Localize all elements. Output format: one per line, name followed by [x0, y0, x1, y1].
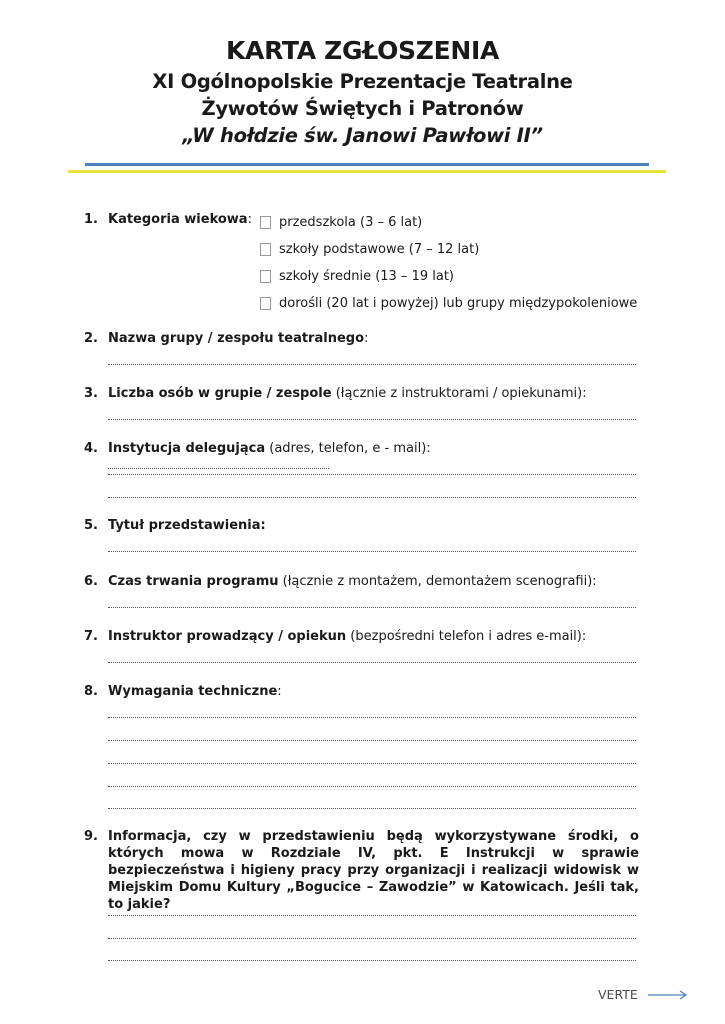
item-label: Instytucja delegująca [108, 441, 266, 456]
item-suffix: (łącznie z instruktorami / opiekunami): [331, 386, 587, 401]
item-number: 3. [84, 386, 98, 401]
option-primary-school[interactable] [260, 236, 637, 263]
event-name-line2: Żywotów Świętych i Patronów [201, 97, 524, 120]
answer-line[interactable] [108, 938, 636, 939]
item-label: Nazwa grupy / zespołu teatralnego [108, 331, 365, 346]
verte-note [598, 987, 688, 1002]
answer-line[interactable] [108, 551, 636, 552]
item-number: 9. [84, 829, 98, 844]
item-number: 6. [84, 574, 98, 589]
answer-line[interactable] [108, 915, 636, 916]
item-suffix: : [247, 212, 252, 227]
item-number: 4. [84, 441, 98, 456]
answer-line[interactable] [108, 607, 636, 608]
item-label: Czas trwania programu [108, 574, 279, 589]
item-group-name [84, 330, 639, 347]
checkbox-icon[interactable] [260, 243, 271, 256]
option-label: przedszkola (3 – 6 lat) [279, 215, 423, 230]
option-label: dorośli (20 lat i powyżej) lub grupy międzypokoleniowe [279, 296, 638, 311]
option-adults[interactable] [260, 290, 637, 317]
answer-line[interactable] [108, 497, 636, 498]
answer-line[interactable] [108, 364, 636, 365]
item-suffix: (bezpośredni telefon i adres e-mail): [346, 629, 587, 644]
answer-line[interactable] [108, 808, 636, 809]
checkbox-icon[interactable] [260, 216, 271, 229]
option-preschool[interactable] [260, 209, 637, 236]
item-label: Informacja, czy w przedstawieniu będą wykorzystywane środki, o których mowa w Rozdziale IV, pkt. E Instrukcji w sprawie bezpieczeństwa i higieny pracy przy organizacji i realizacji widowisk w Miejskim Domu Kultury „Bogucice – Zawodzie” w Katowicach. Jeśli tak, to jakie? [108, 829, 639, 912]
item-instructor [84, 628, 639, 645]
item-delegating-institution [84, 440, 639, 474]
item-suffix: (łącznie z montażem, demontażem scenografii): [278, 574, 597, 589]
option-high-school[interactable] [260, 263, 637, 290]
age-category-options [260, 209, 637, 317]
item-label: Kategoria wiekowa [108, 212, 248, 227]
item-number: 5. [84, 518, 98, 533]
checkbox-icon[interactable] [260, 297, 271, 310]
answer-line[interactable] [108, 960, 636, 961]
form-header [0, 34, 725, 149]
item-program-duration [84, 573, 639, 590]
item-number: 2. [84, 331, 98, 346]
header-rule-yellow [68, 170, 666, 173]
answer-line[interactable] [108, 474, 636, 475]
item-number: 1. [84, 212, 98, 227]
answer-line[interactable] [108, 763, 636, 764]
answer-line[interactable] [108, 786, 636, 787]
page-title: KARTA ZGŁOSZENIA [225, 36, 500, 65]
checkbox-icon[interactable] [260, 270, 271, 283]
item-performance-title [84, 517, 639, 534]
item-group-size [84, 385, 639, 402]
item-number: 8. [84, 684, 98, 699]
option-label: szkoły podstawowe (7 – 12 lat) [279, 242, 480, 257]
header-rule-blue [85, 163, 649, 166]
answer-line[interactable] [108, 419, 636, 420]
item-suffix: : [277, 684, 282, 699]
item-suffix: (adres, telefon, e - mail): [265, 441, 431, 456]
verte-label: VERTE [598, 987, 638, 1002]
answer-line[interactable] [108, 717, 636, 718]
event-name-line3: „W hołdzie św. Janowi Pawłowi II” [182, 124, 543, 147]
answer-line[interactable] [108, 662, 636, 663]
item-label: Wymagania techniczne [108, 684, 278, 699]
event-name-line1: XI Ogólnopolskie Prezentacje Teatralne [152, 70, 573, 93]
item-label: Instruktor prowadzący / opiekun [108, 629, 347, 644]
item-number: 7. [84, 629, 98, 644]
long-right-arrow-icon [648, 990, 688, 1000]
item-label: Tytuł przedstawienia: [108, 518, 266, 533]
item-label: Liczba osób w grupie / zespole [108, 386, 332, 401]
answer-line[interactable] [108, 740, 636, 741]
item-suffix: : [364, 331, 369, 346]
item-special-effects [84, 828, 639, 913]
option-label: szkoły średnie (13 – 19 lat) [279, 269, 454, 284]
item-technical-requirements [84, 683, 639, 700]
answer-line-inline[interactable] [108, 457, 329, 469]
